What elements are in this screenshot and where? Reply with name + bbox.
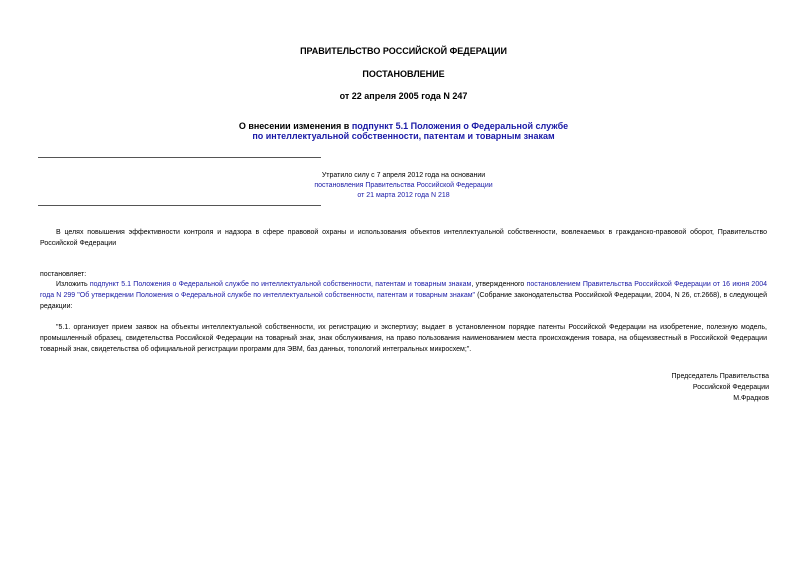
title-link-subclause[interactable]: подпункт 5.1 Положения о Федеральной службе (351, 121, 569, 131)
main-paragraph-end: (Собрание законодательства Российской Федерации, 2004, N 26, ст.2668), в следующей редакции: (40, 292, 767, 310)
signature-block (469, 371, 769, 404)
main-paragraph-start: Изложить (56, 281, 90, 288)
government-heading: ПРАВИТЕЛЬСТВО РОССИЙСКОЙ ФЕДЕРАЦИИ (300, 46, 507, 56)
status-note-line-1: Утратило силу с 7 апреля 2012 года на основании (321, 172, 486, 179)
signature-name: М.Фрадков (733, 395, 769, 402)
link-subclause-5-1[interactable]: подпункт 5.1 Положения о Федеральной службе по интеллектуальной собственности, патентам и товарным знакам (89, 281, 472, 288)
divider-top (38, 157, 321, 158)
signature-country: Российской Федерации (692, 384, 769, 391)
main-paragraph (40, 279, 767, 312)
status-note-link-date[interactable]: от 21 марта 2012 года N 218 (357, 192, 450, 199)
quoted-clause-paragraph: "5.1. организует прием заявок на объекты интеллектуальной собственности, их регистрацию и экспертизу; выдает в установленном порядке патенты Российской Федерации на изобретение, полезную модель, промышленный образец, свидетельства Российской Федерации на товарный знак, знак обслуживания, на право пользования наименованием места происхождения товара, на общеизвестный в Российской Федерации товарный знак, свидетельства об официальной регистрации программ для ЭВМ, баз данных, топологий интегральных микросхем;". (40, 324, 767, 353)
resolves-word: постановляет: (40, 271, 87, 278)
divider-bottom (38, 205, 321, 206)
title-prefix: О внесении изменения в (238, 121, 352, 131)
link-resolution-299[interactable]: постановлением Правительства Российской Федерации от 16 июня 2004 года N 299 "Об утверждении Положения о Федеральной службе по интеллектуальной собственности, патентам и товарным знакам" (40, 281, 768, 299)
main-paragraph-mid: , утвержденного (471, 281, 527, 288)
status-note-link-resolution[interactable]: постановления Правительства Российской Федерации (314, 182, 493, 189)
document-type-heading: ПОСТАНОВЛЕНИЕ (362, 69, 445, 79)
title-link-subclause-cont[interactable]: по интеллектуальной собственности, патентам и товарным знакам (252, 131, 555, 141)
preamble-paragraph: В целях повышения эффективности контроля и надзора в сфере правовой охраны и использования объектов интеллектуальной собственности, вовлекаемых в гражданско-правовой оборот, Правительство Российской Федерации (40, 229, 767, 247)
document-title-line-2 (0, 131, 807, 142)
document-date-number: от 22 апреля 2005 года N 247 (339, 91, 468, 101)
signature-position: Председатель Правительства (671, 373, 769, 380)
